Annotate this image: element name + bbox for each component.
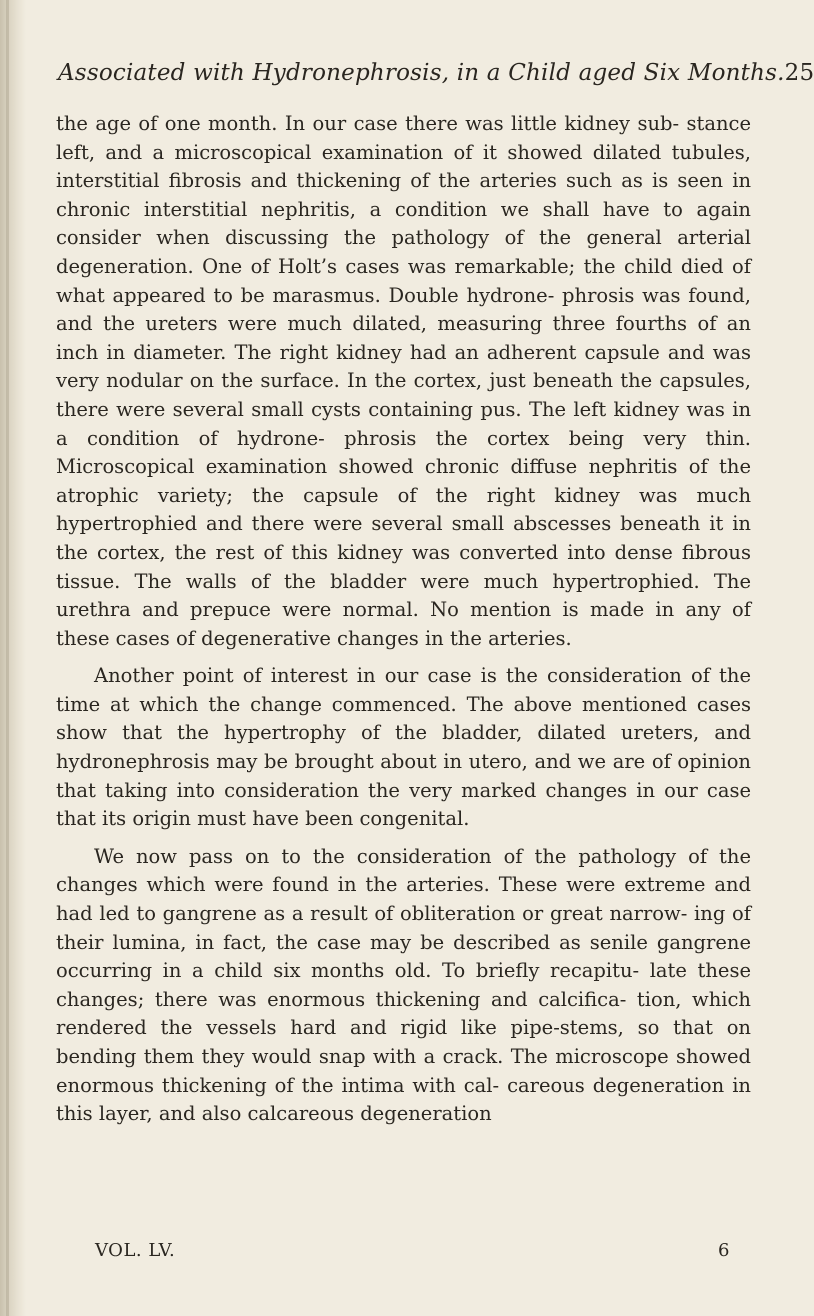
page-number: 25: [784, 60, 814, 86]
running-title: Associated with Hydronephrosis, in a Child aged Six Months.: [58, 60, 785, 86]
body-text: [56, 110, 751, 1129]
paragraph-arterial-pathology: We now pass on to the consideration of the pathology of the changes which were found in the arteries. These were extreme and had led to gangrene as a result of obliteration or great narrow- ing of their lumina, in fact, the case may be described as senile gangrene occurring in a child six months old. To briefly recapitu- late these changes; there was enormous thickening and calcifica- tion, which rendered the vessels hard and rigid like pipe-stems, so that on bending them they would snap with a crack. The microscope showed enormous thickening of the intima with cal- careous degeneration in this layer, and also calcareous degeneration: [56, 844, 751, 1126]
page-footer: [95, 1240, 730, 1261]
paragraph-time-of-change: Another point of interest in our case is the consideration of the time at which the change commenced. The above mentioned cases show that the hypertrophy of the bladder, dilated ureters, and hydronephrosis may be brought about in utero, and we are of opinion that taking into consideration the very marked changes in our case that its origin must have been congenital.: [56, 664, 751, 831]
running-head: [58, 60, 814, 100]
volume-label: VOL. LV.: [95, 1240, 176, 1261]
signature-mark: 6: [718, 1240, 730, 1261]
paragraph-continuation: the age of one month. In our case there was little kidney sub- stance left, and a microscopical examination of it showed dilated tubules, interstitial fibrosis and thickening of the arteries such as is seen in chronic interstitial nephritis, a condition we shall have to again consider when discussing the pathology of the general arterial degeneration. One of Holt’s cases was remarkable; the child died of what appeared to be marasmus. Double hydrone- phrosis was found, and the ureters were much dilated, measuring three fourths of an inch in diameter. The right kidney had an adherent capsule and was very nodular on the surface. In the cortex, just beneath the capsules, there were several small cysts containing pus. The left kidney was in a condition of hydrone- phrosis the cortex being very thin. Microscopical examination showed chronic diffuse nephritis of the atrophic variety; the capsule of the right kidney was much hypertrophied and there were several small abscesses beneath it in the cortex, the rest of this kidney was converted into dense fibrous tissue. The walls of the bladder were much hypertrophied. The urethra and prepuce were normal. No mention is made in any of these cases of degenerative changes in the arteries.: [56, 112, 751, 650]
